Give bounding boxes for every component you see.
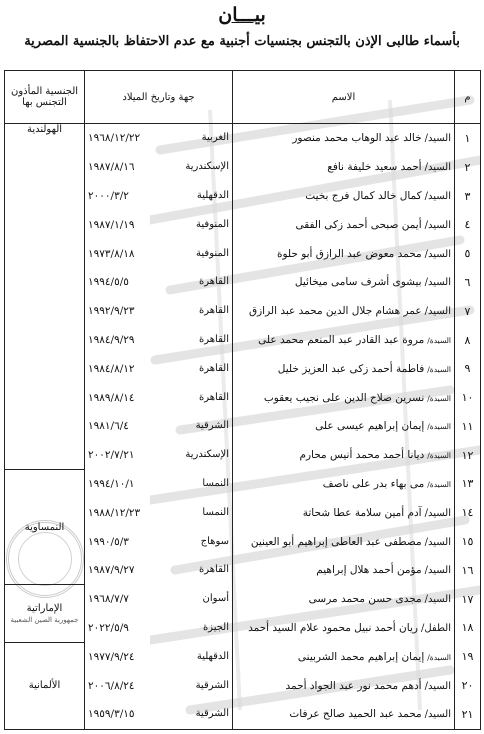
honorific: السيدة/ [427, 393, 451, 403]
honorific: السيد/ [424, 133, 451, 145]
birth-date: ١٩٥٩/٣/١٥ [88, 708, 135, 721]
birth-date: ١٩٦٨/١٢/٢٢ [88, 132, 141, 145]
applicant-name-cell [233, 210, 455, 239]
birth-cell [85, 498, 233, 527]
row-number: ٥ [455, 239, 481, 268]
birth-date: ١٩٨٧/٨/١٦ [88, 161, 135, 174]
row-number: ١٧ [455, 585, 481, 614]
birth-place: النمسا [202, 506, 229, 518]
row-number: ٣ [455, 182, 481, 211]
nationality-cell [5, 585, 85, 643]
row-number: ١٣ [455, 470, 481, 499]
birth-date: ٢٠٠٦/٨/٢٤ [88, 679, 135, 692]
honorific: السيدة/ [427, 364, 451, 374]
row-number: ١ [455, 124, 481, 153]
header-nationality: الجنسية المأذون التجنس بها [5, 71, 85, 124]
birth-cell [85, 383, 233, 412]
birth-cell [85, 700, 233, 730]
birth-cell [85, 182, 233, 211]
applicants-table [4, 70, 481, 730]
nationality-cell [5, 124, 85, 470]
birth-cell [85, 210, 233, 239]
birth-place: المنوفية [196, 247, 229, 259]
birth-date: ١٩٩٤/٥/٥ [88, 276, 129, 289]
applicant-name-cell [233, 470, 455, 499]
birth-cell [85, 642, 233, 671]
birth-place: الدقهلية [196, 190, 229, 202]
birth-cell [85, 585, 233, 614]
honorific: السيد/ [424, 565, 451, 577]
nationality-sublabel: جمهورية الصين الشعبية [10, 616, 79, 625]
honorific: السيد/ [424, 507, 451, 519]
honorific: السيد/ [424, 306, 451, 318]
applicant-name: كمال خالد كمال فرج بخيت [305, 190, 422, 203]
nationality-label: الهولندية [26, 124, 63, 135]
birth-place: القاهرة [199, 391, 229, 403]
row-number: ٦ [455, 268, 481, 297]
header-birth: جهة وتاريخ الميلاد [85, 71, 233, 124]
birth-date: ٢٠٠٠/٣/٢ [88, 190, 129, 203]
birth-date: ١٩٨١/٦/٤ [88, 420, 129, 433]
nationality-cell [5, 470, 85, 585]
applicant-name: إيمان إبراهيم محمد الشربينى [297, 650, 425, 663]
row-number: ١١ [455, 412, 481, 441]
table-row [5, 124, 481, 153]
birth-date: ١٩٨٩/٨/١٤ [88, 391, 135, 404]
table-row [5, 642, 481, 671]
row-number: ٢٠ [455, 671, 481, 700]
applicant-name-cell [233, 642, 455, 671]
birth-date: ١٩٨٨/١٢/٢٣ [88, 506, 141, 519]
applicant-name-cell [233, 354, 455, 383]
birth-place: القاهرة [199, 334, 229, 345]
nationality-label: الإماراتية [26, 603, 63, 615]
honorific: السيدة/ [427, 422, 451, 432]
birth-place: النمسا [202, 477, 229, 489]
row-number: ٩ [455, 354, 481, 383]
birth-date: ١٩٧٣/٨/١٨ [88, 247, 135, 260]
row-number: ١٥ [455, 527, 481, 556]
applicant-name-cell [233, 297, 455, 326]
honorific: السيد/ [424, 536, 451, 548]
birth-place: الإسكندرية [185, 449, 229, 461]
birth-place: أسوان [202, 593, 229, 605]
birth-place: القاهرة [199, 276, 229, 288]
birth-cell [85, 671, 233, 700]
applicant-name-cell [233, 182, 455, 211]
nationality-label: النمساوية [24, 521, 65, 533]
applicant-name-cell [233, 326, 455, 355]
honorific: السيد/ [424, 219, 451, 231]
row-number: ١٩ [455, 642, 481, 671]
applicant-name: محمد عبد الحميد صالح عرفات [289, 708, 422, 721]
honorific: السيد/ [424, 680, 451, 692]
honorific: السيدة/ [427, 652, 451, 662]
birth-date: ١٩٨٤/٩/٢٩ [88, 334, 135, 346]
document-subtitle: بأسماء طالبى الإذن بالتجنس بجنسيات أجنبية مع عدم الاحتفاظ بالجنسية المصرية [24, 34, 460, 49]
birth-date: ١٩٩٠/٥/٣ [88, 535, 129, 548]
birth-place: الشرقية [195, 679, 229, 691]
row-number: ٤ [455, 210, 481, 239]
applicant-name: مروة عبد القادر عبد المنعم محمد على [258, 334, 425, 346]
birth-date: ١٩٨٧/١/١٩ [88, 218, 135, 231]
honorific: السيدة/ [427, 451, 451, 461]
honorific: السيد/ [424, 191, 451, 203]
row-number: ١٠ [455, 383, 481, 412]
applicant-name: محمد معوض عبد الرازق أبو حلوة [276, 247, 422, 260]
birth-place: المنوفية [196, 218, 229, 230]
honorific: السيد/ [424, 709, 451, 721]
header-name: الاسم [233, 71, 455, 124]
applicant-name: أدهم محمد نور عبد الجواد أحمد [285, 679, 422, 692]
applicant-name-cell [233, 527, 455, 556]
header-number: م [455, 71, 481, 124]
applicant-name-cell [233, 585, 455, 614]
applicant-name: نسرين صلاح الدين على نجيب يعقوب [263, 391, 425, 404]
table-header-row [5, 71, 481, 124]
table-row [5, 470, 481, 499]
birth-cell [85, 326, 233, 355]
birth-place: الإسكندرية [185, 161, 229, 173]
table-row [5, 585, 481, 614]
honorific: الطفل/ [420, 622, 451, 634]
birth-cell [85, 124, 233, 153]
birth-place: القاهرة [199, 305, 229, 317]
birth-date: ١٩٦٨/٧/٧ [88, 593, 129, 606]
applicant-name: بيشوى أشرف سامى ميخائيل [294, 276, 422, 289]
nationality-label: الألمانية [28, 680, 61, 692]
applicant-name-cell [233, 614, 455, 643]
applicant-name: آدم أمين سلامة عطا شحاتة [302, 506, 422, 519]
birth-cell [85, 239, 233, 268]
birth-date: ٢٠٢٢/٥/٩ [88, 621, 129, 634]
applicant-name: أيمن صبحى أحمد زكى الفقى [295, 218, 422, 231]
row-number: ١٨ [455, 614, 481, 643]
birth-place: الدقهلية [196, 650, 229, 662]
birth-cell [85, 470, 233, 499]
applicant-name-cell [233, 412, 455, 441]
applicant-name-cell [233, 700, 455, 730]
applicant-name-cell [233, 153, 455, 182]
birth-date: ١٩٨٧/٩/٢٧ [88, 564, 135, 577]
applicant-name-cell [233, 239, 455, 268]
birth-cell [85, 153, 233, 182]
birth-cell [85, 412, 233, 441]
applicant-name: مجدى حسن محمد مرسى [308, 593, 422, 606]
birth-place: سوهاج [200, 535, 229, 547]
applicant-name-cell [233, 498, 455, 527]
birth-cell [85, 614, 233, 643]
applicant-name: مى بهاء بدر على ناصف [322, 477, 425, 490]
birth-place: القاهرة [199, 564, 229, 576]
honorific: السيد/ [424, 594, 451, 606]
birth-place: الشرقية [195, 708, 229, 720]
nationality-cell [5, 642, 85, 729]
birth-cell [85, 441, 233, 470]
applicant-name-cell [233, 556, 455, 585]
applicant-name: ريان أحمد نبيل محمود علام السيد أحمد [248, 621, 418, 634]
birth-cell [85, 268, 233, 297]
row-number: ١٤ [455, 498, 481, 527]
applicant-name-cell [233, 441, 455, 470]
row-number: ٢ [455, 153, 481, 182]
birth-cell [85, 354, 233, 383]
row-number: ٨ [455, 326, 481, 355]
honorific: السيدة/ [427, 336, 451, 345]
applicant-name-cell [233, 124, 455, 153]
birth-date: ١٩٩٤/١٠/١ [88, 477, 135, 490]
table-body [5, 124, 481, 730]
birth-cell [85, 297, 233, 326]
applicant-name: فاطمة أحمد زكى عبد العزيز خليل [277, 362, 425, 375]
applicant-name: إيمان إبراهيم عيسى على [315, 420, 425, 433]
birth-place: الغربية [201, 132, 229, 144]
row-number: ٢١ [455, 700, 481, 730]
birth-date: ١٩٨٤/٨/١٢ [88, 362, 135, 375]
applicant-name: مؤمن أحمد هلال إبراهيم [316, 564, 422, 577]
honorific: السيد/ [424, 277, 451, 289]
honorific: السيدة/ [427, 479, 451, 489]
applicant-name: أحمد سعيد خليفة نافع [327, 161, 422, 174]
row-number: ١٦ [455, 556, 481, 585]
birth-place: الجيزة [202, 621, 229, 633]
honorific: السيد/ [424, 248, 451, 260]
applicant-name-cell [233, 383, 455, 412]
applicant-name: عمر هشام جلال الدين محمد عبد الرازق [248, 305, 422, 318]
applicant-name: خالد عبد الوهاب محمد منصور [292, 132, 422, 145]
birth-place: الشرقية [195, 420, 229, 432]
row-number: ١٢ [455, 441, 481, 470]
birth-cell [85, 527, 233, 556]
birth-place: القاهرة [199, 362, 229, 374]
birth-date: ٢٠٠٢/٧/٢١ [88, 449, 135, 462]
birth-cell [85, 556, 233, 585]
applicant-name: مصطفى عبد العاطى إبراهيم أبو العينين [250, 535, 422, 548]
applicant-name: ديانا أحمد محمد أنيس محارم [299, 449, 425, 462]
birth-date: ١٩٩٢/٩/٢٣ [88, 305, 135, 318]
applicant-name-cell [233, 268, 455, 297]
birth-date: ١٩٧٧/٩/٢٤ [88, 650, 135, 663]
document-title: بيـــان [218, 4, 266, 26]
applicant-name-cell [233, 671, 455, 700]
row-number: ٧ [455, 297, 481, 326]
honorific: السيد/ [424, 162, 451, 174]
